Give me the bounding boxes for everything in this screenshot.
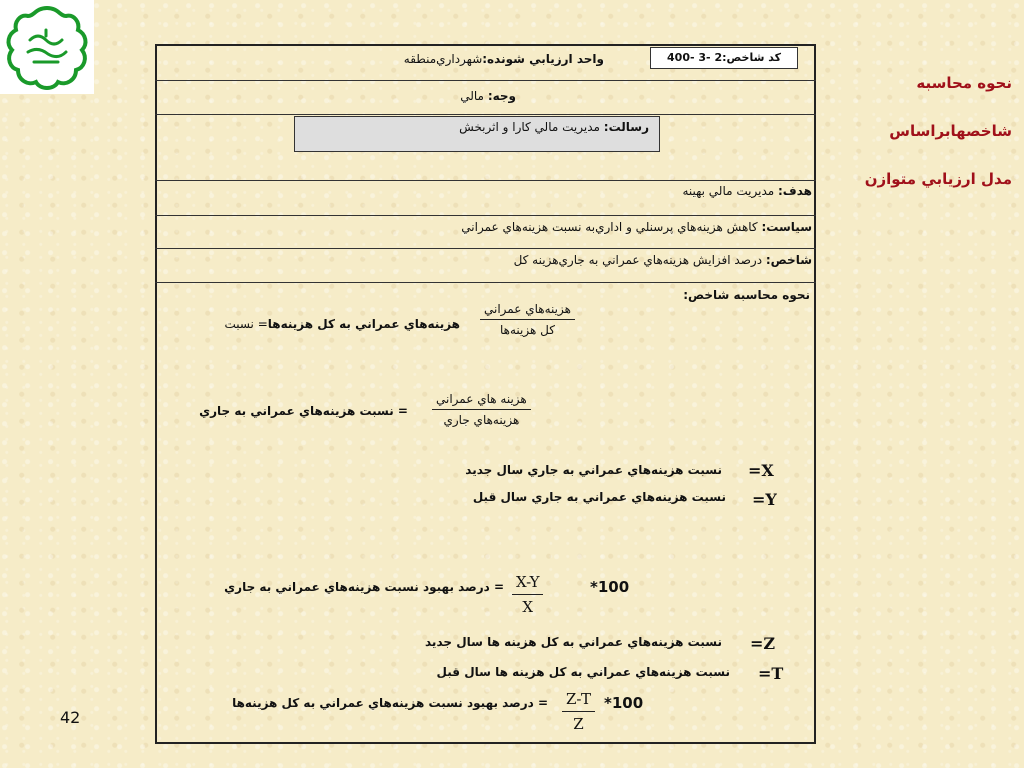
policy-label: سياست: bbox=[761, 220, 812, 234]
aspect-label: وجه: bbox=[487, 89, 516, 103]
goal-label: هدف: bbox=[778, 184, 812, 198]
mission-label: رسالت: bbox=[603, 120, 649, 134]
formula3-numerator: X-Y bbox=[512, 573, 543, 595]
mission-row bbox=[305, 120, 649, 134]
evaluated-unit-value: شهرداري‌منطقه bbox=[403, 52, 483, 66]
row-divider bbox=[155, 180, 816, 181]
policy-row bbox=[461, 220, 812, 234]
nav-balanced-model[interactable]: مدل ارزيابي متوازن bbox=[864, 170, 1012, 188]
y-definition: نسبت هزينه‌هاي عمراني به جاري سال قبل bbox=[472, 490, 726, 504]
formula3-multiplier: *100 bbox=[590, 578, 630, 596]
formula4-numerator: Z-T bbox=[562, 690, 595, 712]
formula3-fraction bbox=[512, 573, 543, 616]
mission-box bbox=[294, 116, 660, 152]
formula1-lhs bbox=[224, 317, 460, 331]
x-symbol: =X bbox=[748, 461, 774, 480]
row-divider bbox=[155, 282, 816, 283]
row-divider bbox=[155, 80, 816, 81]
goal-value: مديريت مالي بهينه bbox=[682, 184, 775, 198]
formula1-lhs-text: = نسبت bbox=[224, 317, 268, 331]
formula1-lhs-bold: هزينه‌هاي عمراني به كل هزينه‌ها bbox=[267, 317, 460, 331]
formula4-denominator: Z bbox=[573, 715, 584, 733]
aspect-value: مالي bbox=[460, 89, 484, 103]
formula1-numerator: هزينه‌هاي عمراني bbox=[480, 302, 575, 320]
formula3-denominator: X bbox=[522, 598, 534, 616]
y-symbol: =Y bbox=[752, 490, 777, 509]
tehran-municipality-logo-icon bbox=[0, 0, 94, 94]
row-divider bbox=[155, 215, 816, 216]
mission-value: مديريت مالي كارا و اثربخش bbox=[459, 120, 600, 134]
z-symbol: =Z bbox=[750, 634, 776, 653]
page-number: 42 bbox=[60, 708, 81, 727]
formula2-lhs: = نسبت هزينه‌هاي عمراني به جاري bbox=[199, 404, 408, 418]
goal-row bbox=[682, 184, 812, 198]
formula2-denominator: هزينه‌هاي جاري bbox=[443, 413, 520, 427]
nav-indicators-based[interactable]: شاخصهابراساس bbox=[889, 122, 1012, 140]
aspect-row bbox=[460, 89, 516, 103]
nav-calculation-method[interactable]: نحوه محاسبه bbox=[916, 74, 1012, 92]
formula4-multiplier: *100 bbox=[604, 694, 644, 712]
row-divider bbox=[155, 114, 816, 115]
z-definition: نسبت هزينه‌هاي عمراني به كل هزينه ها سال جديد bbox=[425, 635, 722, 649]
indicator-code: كد شاخص:2 -3 -400 bbox=[667, 51, 781, 64]
x-definition: نسبت هزينه‌هاي عمراني به جاري سال جديد bbox=[465, 463, 722, 477]
formula1-denominator: كل هزينه‌ها bbox=[499, 323, 555, 337]
formula3-lhs: = درصد بهبود نسبت هزينه‌هاي عمراني به جاري bbox=[224, 580, 504, 594]
indicator-value: درصد افزايش هزينه‌هاي عمراني به جاري‌هزينه كل bbox=[513, 253, 763, 267]
formula4-fraction bbox=[562, 690, 595, 733]
formula4-lhs: = درصد بهبود نسبت هزينه‌هاي عمراني به كل هزينه‌ها bbox=[232, 696, 548, 710]
formula2-numerator: هزينه هاي عمراني bbox=[432, 392, 531, 410]
evaluated-unit bbox=[404, 52, 604, 66]
indicator-code-box bbox=[650, 47, 798, 69]
t-symbol: =T bbox=[758, 664, 784, 683]
municipality-logo bbox=[0, 0, 94, 94]
indicator-row bbox=[514, 253, 812, 267]
t-definition: نسبت هزينه‌هاي عمراني به كل هزينه ها سال قبل bbox=[436, 665, 730, 679]
indicator-label: شاخص: bbox=[765, 253, 812, 267]
formula2-fraction bbox=[432, 392, 531, 427]
calc-title: نحوه محاسبه شاخص: bbox=[683, 288, 810, 302]
evaluated-unit-label: واحد ارزيابي شونده: bbox=[482, 52, 604, 66]
policy-value: كاهش هزينه‌هاي پرسنلي و اداري‌به نسبت هزينه‌هاي عمراني bbox=[461, 220, 758, 234]
formula1-fraction bbox=[480, 302, 575, 337]
row-divider bbox=[155, 248, 816, 249]
